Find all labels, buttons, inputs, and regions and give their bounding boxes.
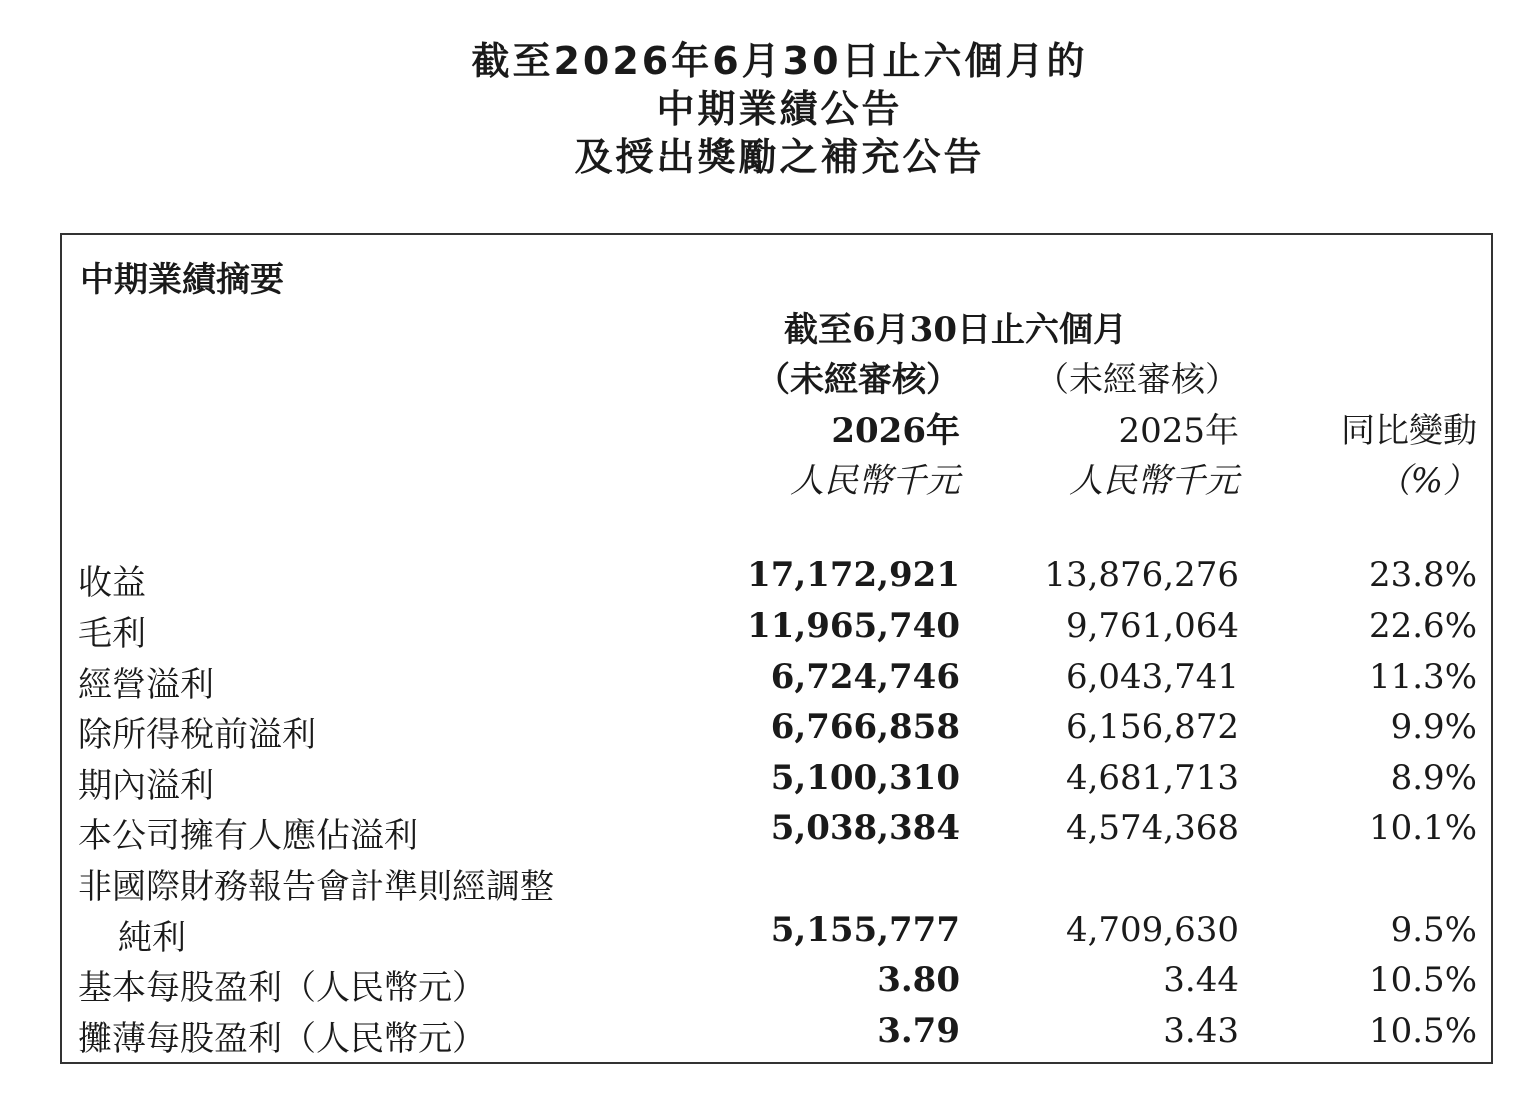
value-change: 10.1%	[1368, 808, 1477, 848]
value-2026: 3.80	[877, 960, 960, 1000]
change-header: 同比變動	[1341, 411, 1477, 451]
value-2025: 13,876,276	[1044, 555, 1239, 595]
row-label-basic-eps: 基本每股盈利（人民幣元）	[78, 968, 486, 1008]
row-label-gross-profit: 毛利	[78, 614, 146, 654]
value-2026: 5,038,384	[770, 808, 960, 848]
change-unit-header: （%）	[1376, 461, 1477, 501]
row-label-non-ifrs-net-profit: 純利	[118, 918, 186, 958]
value-2025: 9,761,064	[1065, 606, 1239, 646]
value-2026: 6,766,858	[770, 707, 960, 747]
year-2025-header: 2025年	[1118, 411, 1239, 451]
unit-2026-header: 人民幣千元	[790, 461, 960, 501]
value-change: 23.8%	[1368, 555, 1477, 595]
value-2025: 3.44	[1163, 960, 1239, 1000]
announcement-title-line-3: 及授出獎勵之補充公告	[574, 135, 985, 179]
value-2025: 3.43	[1163, 1011, 1239, 1051]
value-change: 10.5%	[1368, 1011, 1477, 1051]
value-2026: 17,172,921	[747, 555, 960, 595]
audit-2026-header: （未經審核）	[756, 360, 960, 400]
audit-2025-header: （未經審核）	[1035, 360, 1239, 400]
row-label-profit-for-period: 期內溢利	[78, 766, 214, 806]
value-2025: 6,156,872	[1065, 707, 1239, 747]
row-label-operating-profit: 經營溢利	[78, 665, 214, 705]
value-2026: 3.79	[877, 1011, 960, 1051]
value-change: 9.5%	[1390, 910, 1477, 950]
period-header: 截至6月30日止六個月	[784, 310, 1127, 350]
value-2026: 5,155,777	[770, 910, 960, 950]
value-2025: 6,043,741	[1065, 657, 1239, 697]
value-change: 8.9%	[1390, 758, 1477, 798]
row-label-revenue: 收益	[78, 563, 146, 603]
value-2026: 5,100,310	[770, 758, 960, 798]
value-2025: 4,681,713	[1065, 758, 1239, 798]
announcement-title-line-1: 截至2026年6月30日止六個月的	[471, 39, 1088, 83]
value-change: 10.5%	[1368, 960, 1477, 1000]
unit-2025-header: 人民幣千元	[1069, 461, 1239, 501]
announcement-title-line-2: 中期業績公告	[656, 87, 903, 131]
value-2026: 11,965,740	[747, 606, 960, 646]
row-label-profit-attributable-to-owners: 本公司擁有人應佔溢利	[78, 816, 418, 856]
value-change: 22.6%	[1368, 606, 1477, 646]
value-2026: 6,724,746	[770, 657, 960, 697]
value-2025: 4,709,630	[1065, 910, 1239, 950]
row-label-diluted-eps: 攤薄每股盈利（人民幣元）	[78, 1019, 486, 1059]
value-change: 11.3%	[1368, 657, 1477, 697]
row-label-profit-before-tax: 除所得稅前溢利	[78, 715, 316, 755]
section-title: 中期業績摘要	[80, 260, 284, 300]
value-2025: 4,574,368	[1065, 808, 1239, 848]
value-change: 9.9%	[1390, 707, 1477, 747]
row-label-non-ifrs-adjusted: 非國際財務報告會計準則經調整	[78, 867, 554, 907]
year-2026-header: 2026年	[831, 411, 960, 451]
